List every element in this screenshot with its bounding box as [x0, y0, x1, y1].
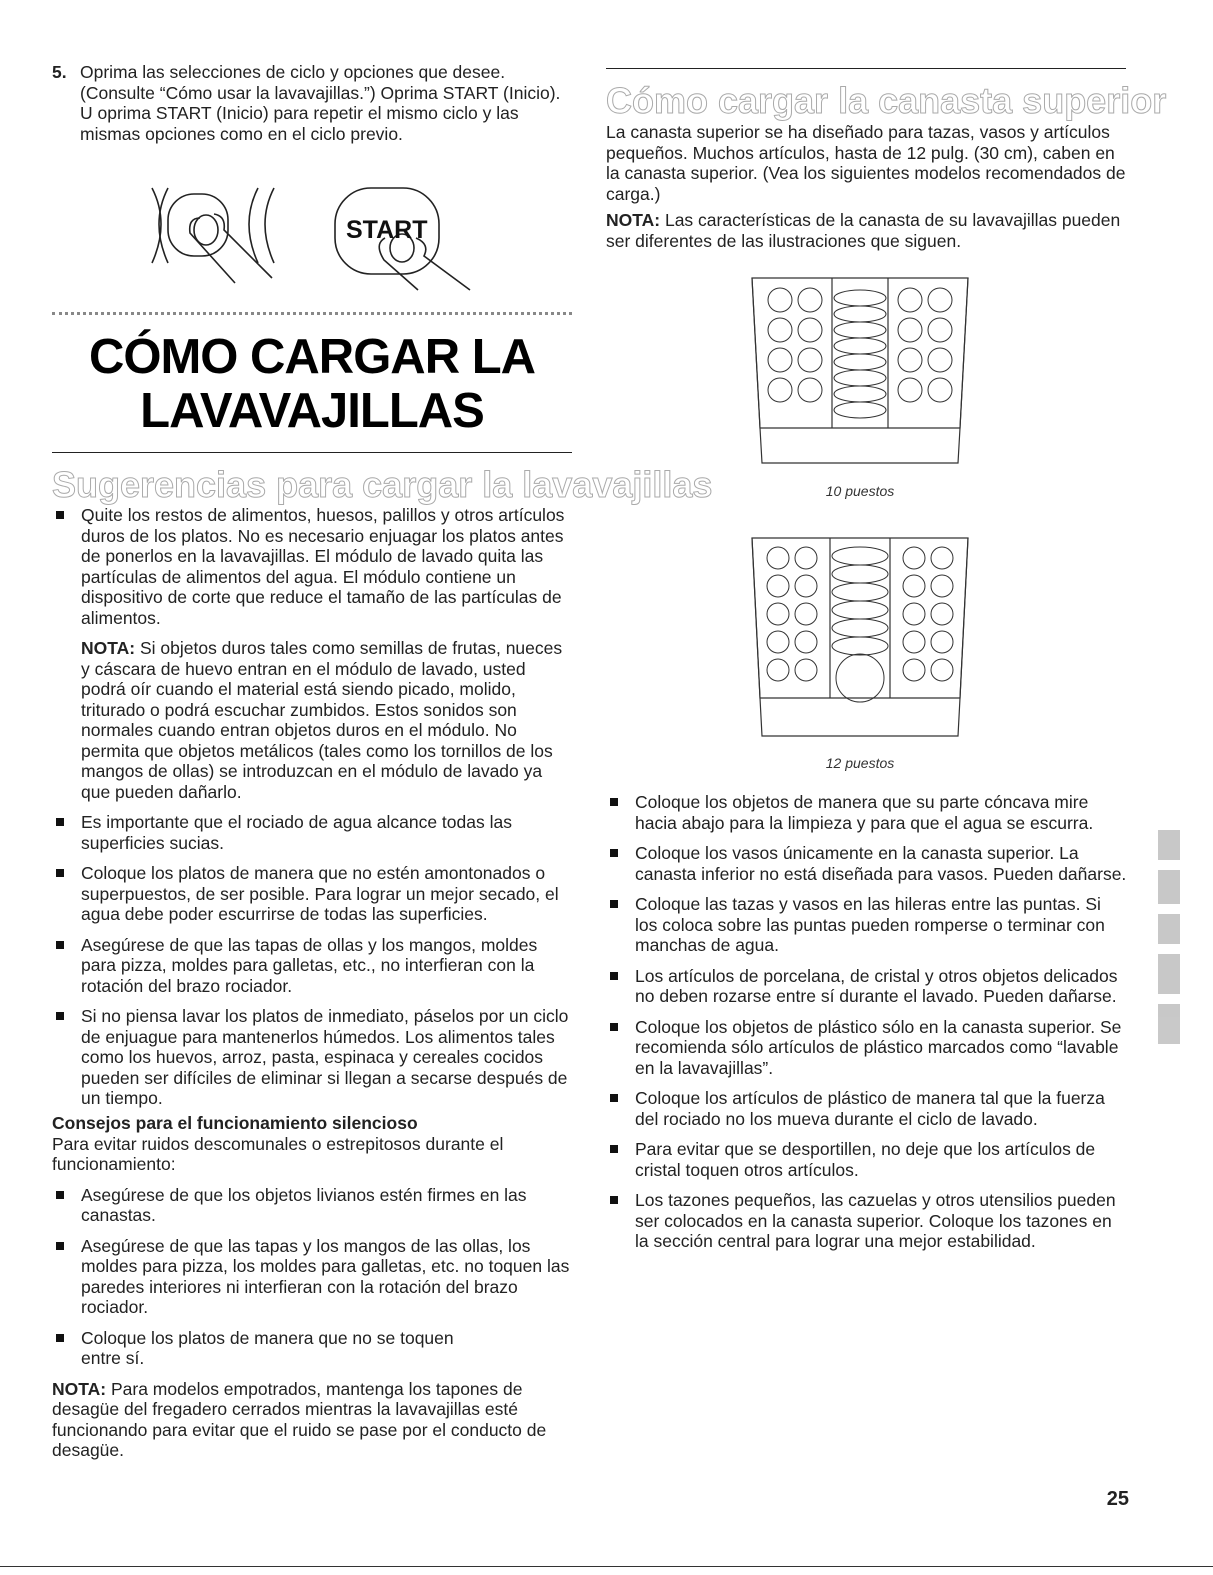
left-section-rule	[52, 452, 572, 453]
cups-right	[903, 547, 953, 681]
tip-bullet-5: Si no piensa lavar los platos de inmediato, páselos por un ciclo de enjuague para mantenerlos húmedos. Los alimentos tales como los huevos, arroz, pasta, espinaca y cereales cocidos pueden ser difíciles de eliminar si llegan a secarse después de un tiempo.	[52, 1006, 574, 1109]
basket-bullet-6: Coloque los artículos de plástico de manera tal que la fuerza del rociado no los mueva durante el ciclo de lavado.	[606, 1088, 1128, 1129]
basket-bullet-1: Coloque los objetos de manera que su parte cóncava mire hacia abajo para la limpieza y para que el agua se escurra.	[606, 792, 1128, 833]
basket-bullet-5: Coloque los objetos de plástico sólo en la canasta superior. Se recomienda sólo artículos de plástico marcados como “lavable en la lavavajillas”.	[606, 1017, 1128, 1079]
step-text: Oprima las selecciones de ciclo y opciones que desee. (Consulte “Cómo usar la lavavajillas.”) Oprima START (Inicio). U oprima START (Inicio) para repetir el mismo ciclo y las mismas opciones como en el ciclo previo.	[80, 62, 561, 144]
step-5	[52, 62, 572, 144]
main-title-line-2: LAVAVAJILLAS	[140, 384, 484, 438]
quiet-intro: Para evitar ruidos descomunales o estrepitosos durante el funcionamiento:	[52, 1133, 504, 1174]
page-number: 25	[1106, 1488, 1129, 1510]
note-label: NOTA:	[81, 638, 136, 658]
dotted-divider	[52, 312, 572, 315]
basket-bullet-3: Coloque las tazas y vasos en las hileras entre las puntas. Si los coloca sobre las puntas pueden romperse o terminar con manchas de agua.	[606, 894, 1128, 956]
note-text: Si objetos duros tales como semillas de frutas, nueces y cáscara de huevo entran en el módulo de lavado, usted podrá oír cuando el material está siendo picado, molido, triturado o podrá escuchar zumbidos. Estos sonidos son normales cuando entran objetos duros en el módulo. No permita que objetos metálicos (tales como los tornillos de los mangos de ollas) se introduzcan en el módulo de lavado ya que pueden dañarlo.	[81, 638, 563, 802]
tip-bullet-1: Quite los restos de alimentos, huesos, palillos y otros artículos duros de los platos. No es necesario enjuagar los platos antes de ponerlos en la lavavajillas. El módulo de lavado quita las partículas de alimentos del agua. El módulo contiene un dispositivo de corte que reduce el tamaño de las partículas de alimentos.	[52, 505, 574, 628]
main-title-line-1: CÓMO CARGAR LA	[88, 330, 536, 384]
side-language-tab	[1150, 820, 1188, 1060]
right-column-intro	[606, 122, 1128, 251]
note-text: Para modelos empotrados, mantenga los tapones de desagüe del fregadero cerrados mientras la lavavajillas esté funcionando para evitar que el ruido se pase por el conducto de desagüe.	[52, 1378, 547, 1460]
tip-bullet-2: Es importante que el rociado de agua alcance todas las superficies sucias.	[52, 812, 574, 853]
note-label: NOTA:	[606, 210, 661, 230]
cups-right	[898, 288, 952, 402]
note-label: NOTA:	[52, 1378, 107, 1399]
right-section-title: Cómo cargar la canasta superior	[606, 80, 1167, 121]
quiet-bullet-3: Coloque los platos de manera que no se toquen entre sí.	[52, 1328, 574, 1369]
bottom-rule	[0, 1566, 1213, 1567]
main-title	[52, 330, 572, 438]
basket-12-place-illustration	[742, 528, 978, 750]
left-column	[52, 505, 574, 1461]
quiet-operation-subhead: Consejos para el funcionamiento silencioso	[52, 1112, 418, 1133]
tip-bullet-3: Coloque los platos de manera que no estén amontonados o superpuestos, de ser posible. Para lograr un mejor secado, el agua debe poder escurrirse de todas las superficies.	[52, 863, 574, 925]
start-label: START	[346, 216, 428, 244]
cups-left	[768, 288, 822, 402]
right-column-bullets	[606, 792, 1128, 1262]
basket-bullet-7: Para evitar que se desportillen, no deje que los artículos de cristal toquen otros artículos.	[606, 1139, 1128, 1180]
basket-note	[606, 210, 1128, 251]
step-number: 5.	[52, 62, 67, 82]
quiet-bullet-1: Asegúrese de que los objetos livianos estén firmes en las canastas.	[52, 1185, 574, 1226]
start-button-illustration	[140, 178, 480, 298]
basket-10-place-illustration	[742, 268, 978, 478]
tip-note	[52, 638, 574, 802]
left-section-title: Sugerencias para cargar la lavavajillas	[52, 464, 713, 505]
tip-bullet-4: Asegúrese de que las tapas de ollas y los mangos, moldes para pizza, moldes para galletas, etc., no interfieran con la rotación del brazo rociador.	[52, 935, 574, 997]
cups-left	[767, 547, 817, 681]
caption-12-place: 12 puestos	[825, 755, 895, 771]
basket-bullet-4: Los artículos de porcelana, de cristal y otros objetos delicados no deben rozarse entre sí durante el lavado. Pueden dañarse.	[606, 966, 1128, 1007]
basket-bullet-2: Coloque los vasos únicamente en la canasta superior. La canasta inferior no está diseñada para vasos. Pueden dañarse.	[606, 843, 1128, 884]
quiet-bullet-2: Asegúrese de que las tapas y los mangos de las ollas, los moldes para pizza, los moldes para galletas, etc. no toquen las paredes interiores ni interfieran con la rotación del brazo rociador.	[52, 1236, 574, 1318]
plates-center	[832, 547, 888, 702]
right-section-rule	[606, 68, 1126, 69]
quiet-note	[52, 1379, 574, 1461]
basket-bullet-8: Los tazones pequeños, las cazuelas y otros utensilios pueden ser colocados en la canasta superior. Coloque los tazones en la sección central para lograr una mejor estabilidad.	[606, 1190, 1128, 1252]
plates-center	[834, 290, 886, 418]
note-text: Las características de la canasta de su lavavajillas pueden ser diferentes de las ilustraciones que siguen.	[606, 210, 1121, 251]
caption-10-place: 10 puestos	[825, 483, 895, 499]
basket-intro: La canasta superior se ha diseñado para tazas, vasos y artículos pequeños. Muchos artículos, hasta de 12 pulg. (30 cm), caben en la canasta superior. (Vea los siguientes modelos recomendados de carga.)	[606, 122, 1126, 204]
